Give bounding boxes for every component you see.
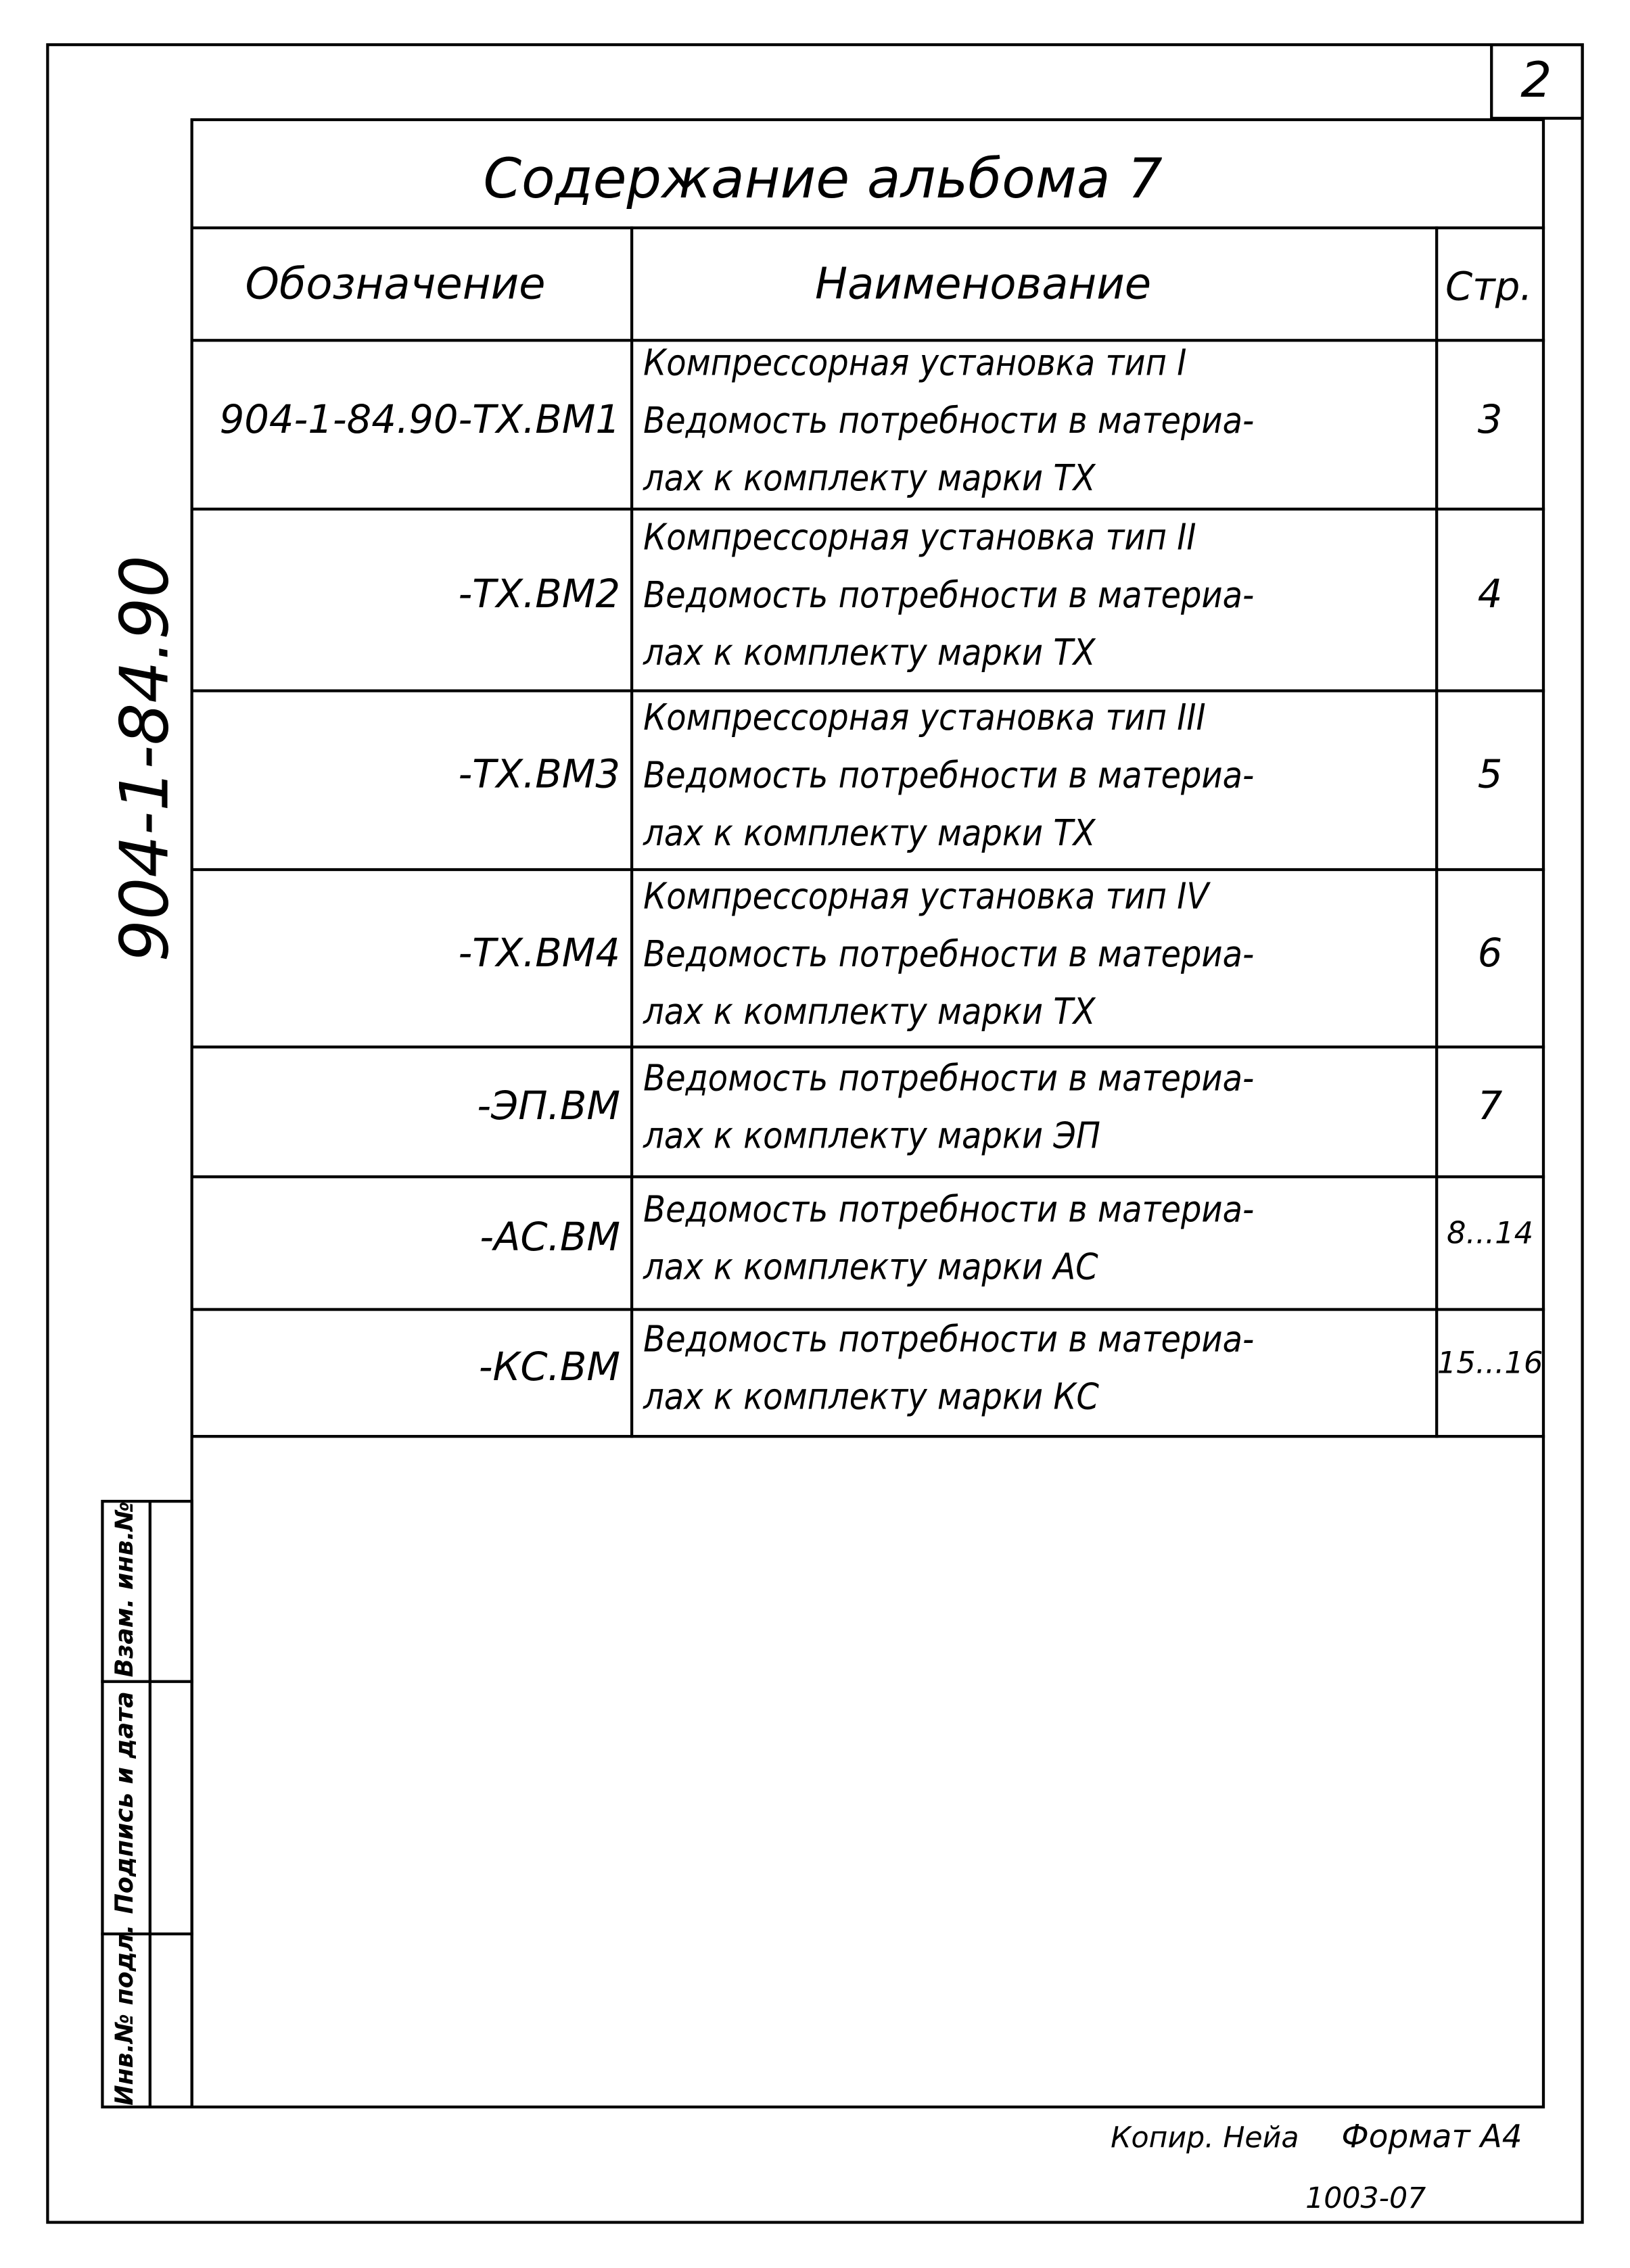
row-name-line: Компрессорная установка тип I [643,341,1187,383]
row-name-line: Ведомость потребности в материа- [643,1318,1255,1361]
row-name-line: лах к комплекту марки АС [643,1246,1098,1288]
stamp-podpis-data: Подпись и дата [111,1691,140,1914]
row-name-line: лах к комплекту марки ТХ [643,811,1096,854]
row-page: 15...16 [1437,1345,1543,1380]
row-designation: -ТХ.ВМ2 [458,572,621,617]
table-row [0,1045,1630,1175]
row-name-line: Компрессорная установка тип III [643,696,1206,738]
table-row [0,508,1630,690]
page-title: Содержание альбома 7 [483,147,1163,211]
row-designation: -ТХ.ВМ4 [458,930,621,976]
row-name-line: Компрессорная установка тип II [643,516,1196,559]
row-page: 7 [1477,1084,1503,1129]
row-name-line: лах к комплекту марки ТХ [643,456,1096,498]
table-row [0,1175,1630,1308]
row-page: 3 [1477,397,1503,442]
table-row [0,689,1630,868]
row-name-line: Ведомость потребности в материа- [643,1188,1255,1231]
header-name: Наименование [814,259,1152,310]
row-page: 8...14 [1446,1215,1534,1251]
row-name-line: Ведомость потребности в материа- [643,1057,1255,1100]
row-designation: -АС.ВМ [480,1215,621,1260]
row-name-line: лах к комплекту марки ТХ [643,990,1096,1032]
header-designation: Обозначение [245,259,546,310]
row-name-line: Ведомость потребности в материа- [643,573,1255,616]
sheet-number: 2 [1520,51,1552,110]
stamp-vzam-inv: Взам. инв.№ [111,1501,140,1678]
table-row [0,868,1630,1045]
row-name-line: лах к комплекту марки ЭП [643,1114,1100,1157]
row-name-line: лах к комплекту марки ТХ [643,632,1096,674]
table-row [0,1308,1630,1435]
copied-by: Копир. Нейа [1111,2120,1299,2155]
row-designation: -ЭП.ВМ [477,1084,621,1129]
table-row [0,339,1630,508]
row-name-line: Ведомость потребности в материа- [643,932,1255,974]
row-page: 5 [1477,753,1503,798]
row-name-line: Компрессорная установка тип IV [643,874,1209,917]
row-name-line: Ведомость потребности в материа- [643,398,1255,441]
row-designation: -КС.ВМ [478,1345,621,1390]
document-number: 1003-07 [1305,2180,1426,2215]
row-designation: -ТХ.ВМ3 [458,753,621,798]
row-page: 4 [1477,572,1503,617]
row-name-line: лах к комплекту марки КС [643,1375,1099,1418]
row-name-line: Ведомость потребности в материа- [643,754,1255,797]
vertical-code: 904-1-84.90 [105,555,183,962]
header-page: Стр. [1445,265,1533,310]
row-designation: 904-1-84.90-ТХ.ВМ1 [219,397,621,442]
row-page: 6 [1477,930,1503,976]
stamp-inv-podl: Инв.№ подл. [111,1924,140,2106]
sheet-number-box [1490,43,1584,120]
format-label: Формат А4 [1341,2120,1522,2156]
